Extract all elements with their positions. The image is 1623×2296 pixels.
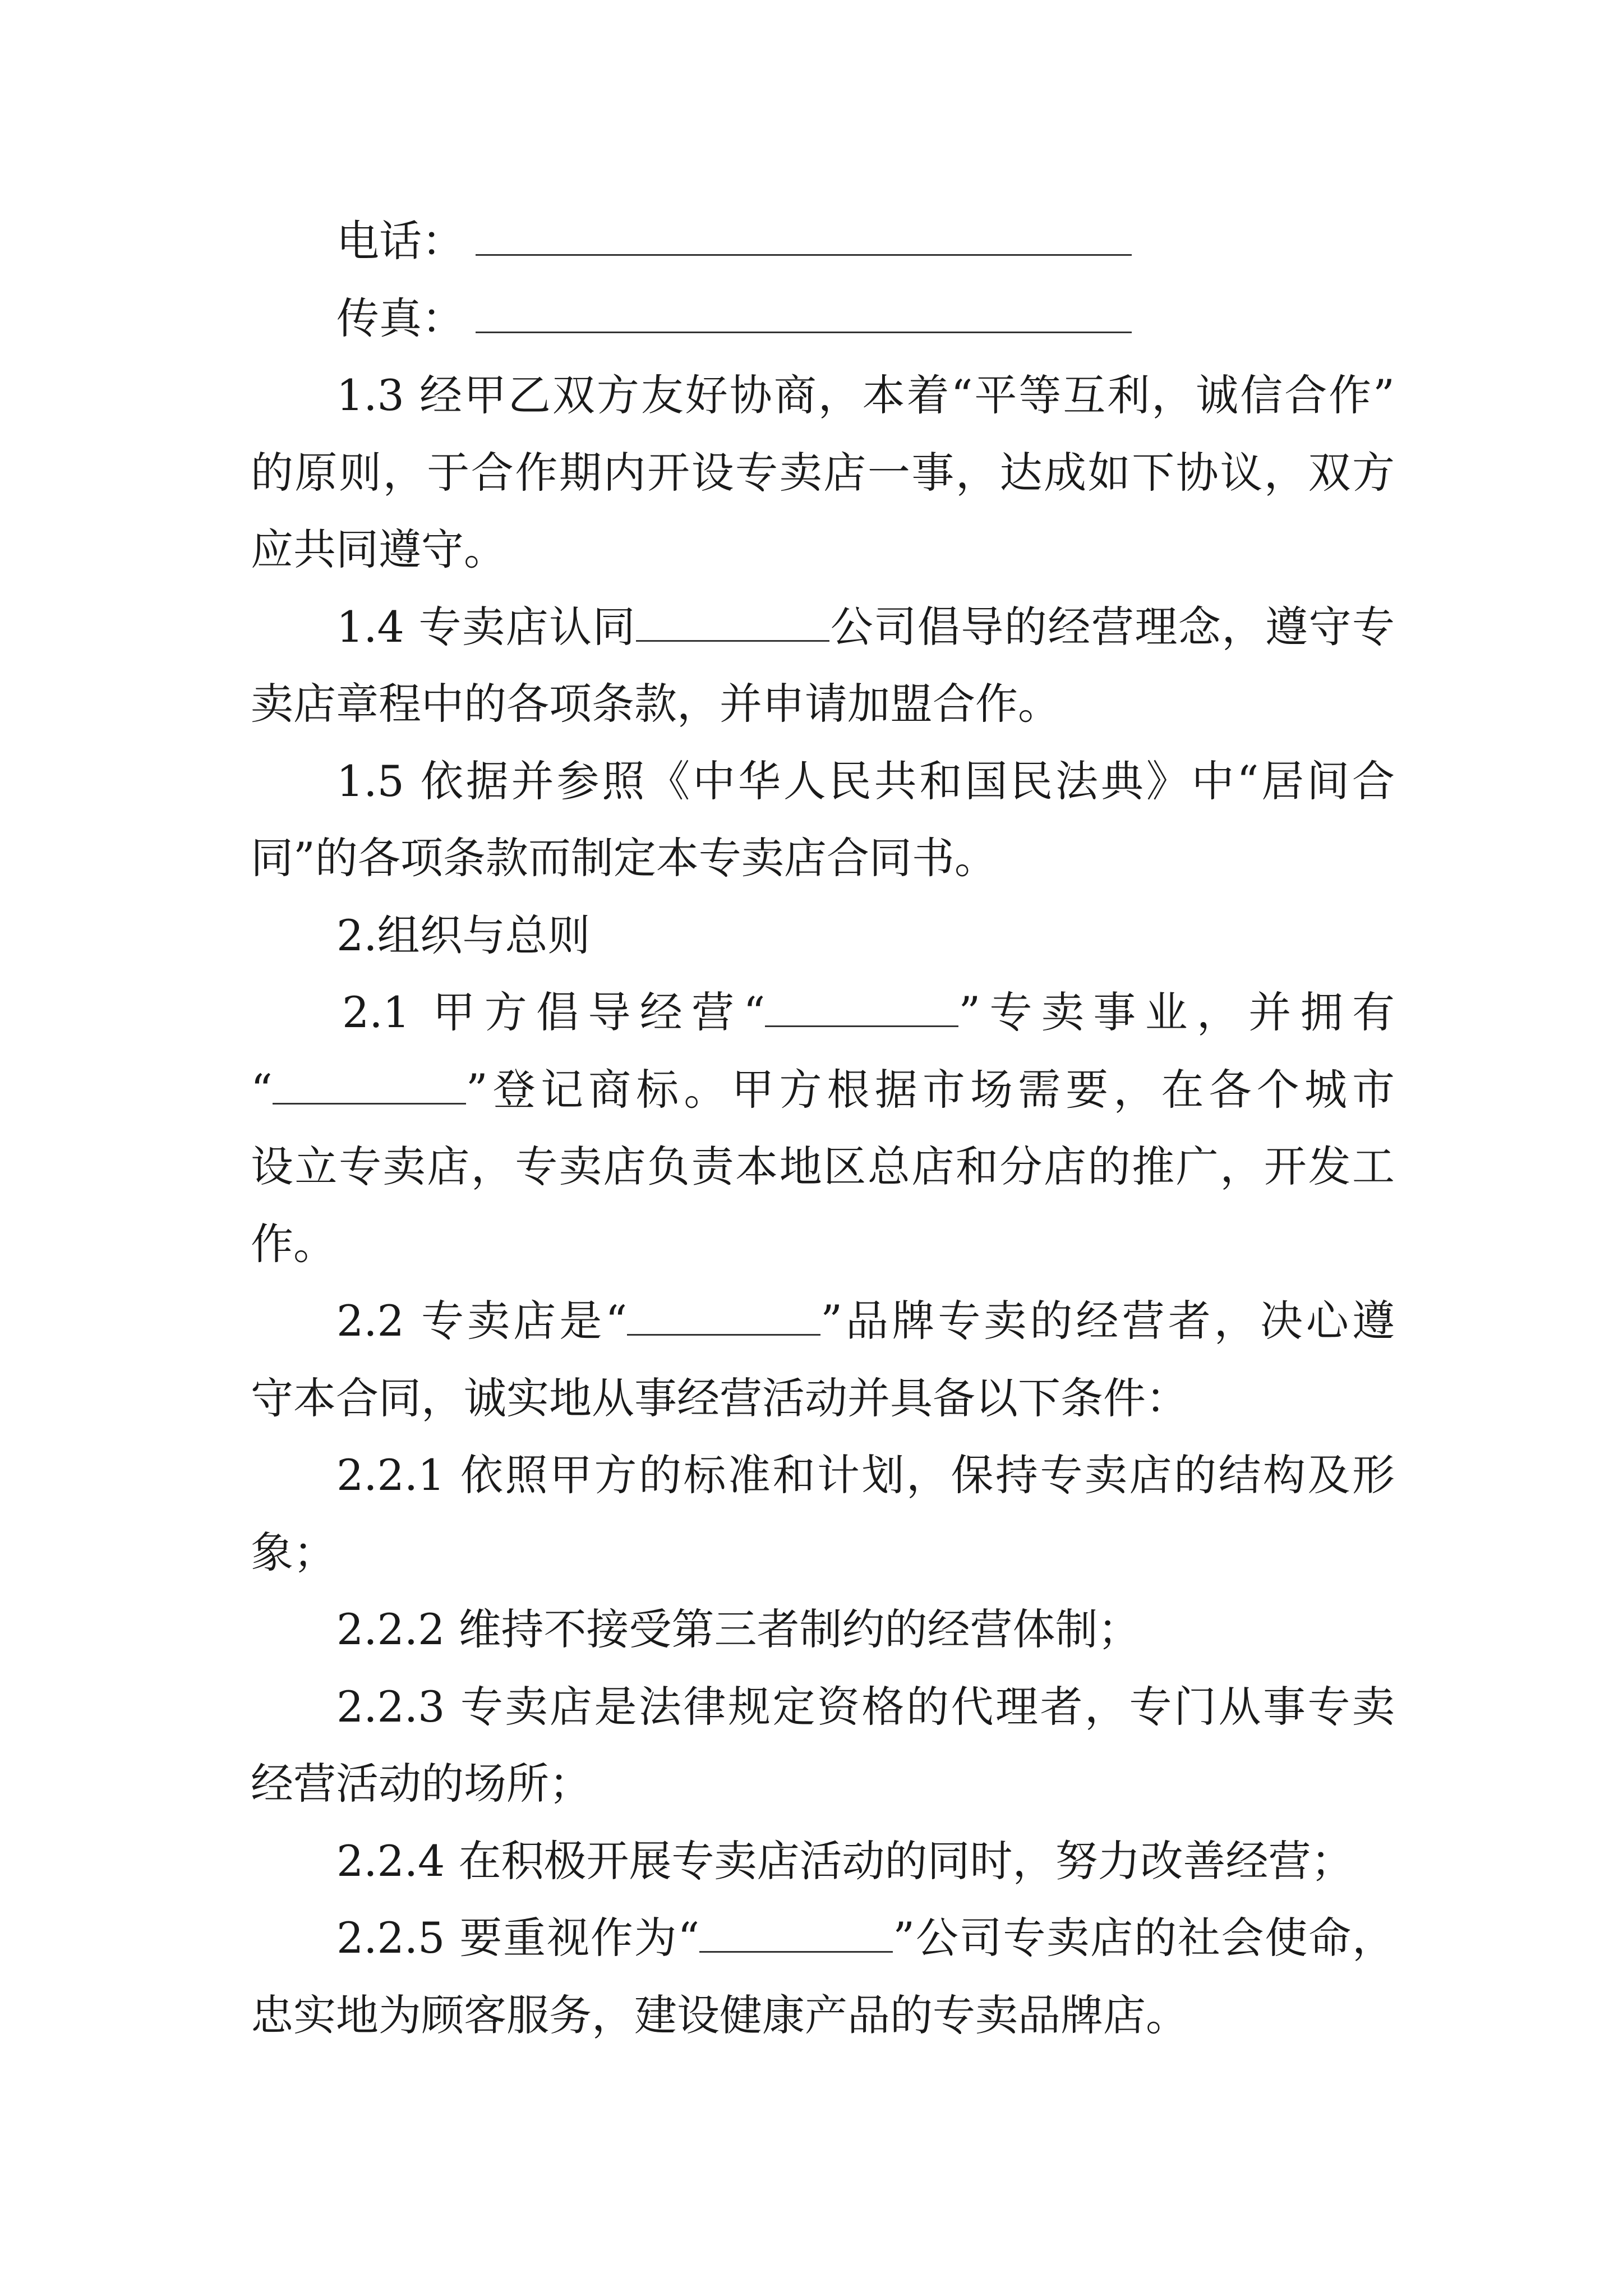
clause-2-1-text-d: ”登记商标。甲方根据市场需要，在各个城市 (465, 1065, 1395, 1115)
clause-1-3-line-1: 1.3 经甲乙双方友好协商，本着“平等互利，诚信合作” (336, 370, 1395, 420)
clause-2-2-5-text-b: ”公司专卖店的社会使命， (893, 1913, 1395, 1963)
clause-2-1-line-1 (342, 984, 1395, 1041)
clause-1-5-line-2: 同”的各项条款而制定本专卖店合同书。 (251, 833, 997, 883)
clause-1-5-line-1: 1.5 依据并参照《中华人民共和国民法典》中“居间合 (336, 756, 1395, 806)
company-blank-2 (699, 1916, 893, 1953)
clause-2-2-1-line-1: 2.2.1 依照甲方的标准和计划，保持专卖店的结构及形 (336, 1450, 1395, 1500)
clause-2-1-text-a: 2.1 甲方倡导经营“ (342, 987, 766, 1037)
clause-2-2-text-b: ”品牌专卖的经营者，决心遵 (820, 1296, 1395, 1346)
company-name-blank (636, 605, 829, 642)
clause-2-2-5-text-a: 2.2.5 要重视作为“ (336, 1913, 700, 1963)
clause-1-4-line-1 (336, 599, 1395, 655)
phone-blank (476, 219, 1132, 256)
clause-1-4-text-b: 公司倡导的经营理念，遵守专 (829, 602, 1395, 652)
clause-2-2-line-1 (336, 1293, 1395, 1349)
clause-2-2-text-a: 2.2 专卖店是“ (336, 1296, 628, 1346)
phone-field-row (336, 213, 1481, 269)
section-2-heading: 2.组织与总则 (336, 910, 591, 960)
clause-1-4-line-2: 卖店章程中的各项条款，并申请加盟合作。 (251, 679, 1061, 729)
clause-1-3-line-3: 应共同遵守。 (251, 524, 506, 574)
clause-2-1-line-3: 设立专卖店，专卖店负责本地区总店和分店的推广，开发工 (251, 1142, 1395, 1191)
clause-2-1-line-2 (251, 1062, 1395, 1118)
clause-2-2-3-line-2: 经营活动的场所； (251, 1759, 592, 1809)
fax-label: 传真： (336, 293, 464, 343)
clause-2-1-text-c: “ (251, 1065, 273, 1115)
fax-field-row (336, 291, 1481, 347)
clause-2-1-line-4: 作。 (251, 1219, 336, 1269)
clause-2-2-5-line-2: 忠实地为顾客服务，建设健康产品的专卖品牌店。 (251, 1990, 1188, 2040)
clause-2-1-text-b: ”专卖事业，并拥有 (958, 987, 1395, 1037)
clause-2-2-4: 2.2.4 在积极开展专卖店活动的同时，努力改善经营； (336, 1836, 1354, 1886)
clause-1-3-line-2: 的原则，于合作期内开设专卖店一事，达成如下协议，双方 (251, 448, 1395, 498)
clause-2-2-1-line-2: 象； (251, 1527, 336, 1577)
clause-2-2-5-line-1 (336, 1910, 1395, 1966)
brand-name-blank (627, 1299, 820, 1336)
clause-1-4-text-a: 1.4 专卖店认同 (336, 602, 637, 652)
fax-blank (476, 297, 1132, 333)
clause-2-2-3-line-1: 2.2.3 专卖店是法律规定资格的代理者，专门从事专卖 (336, 1682, 1395, 1732)
clause-2-2-2: 2.2.2 维持不接受第三者制约的经营体制； (336, 1604, 1141, 1654)
trademark-blank (273, 1068, 466, 1105)
phone-label: 电话： (336, 216, 464, 266)
business-name-blank (765, 991, 958, 1027)
clause-2-2-line-2: 守本合同，诚实地从事经营活动并具备以下条件： (251, 1373, 1188, 1423)
